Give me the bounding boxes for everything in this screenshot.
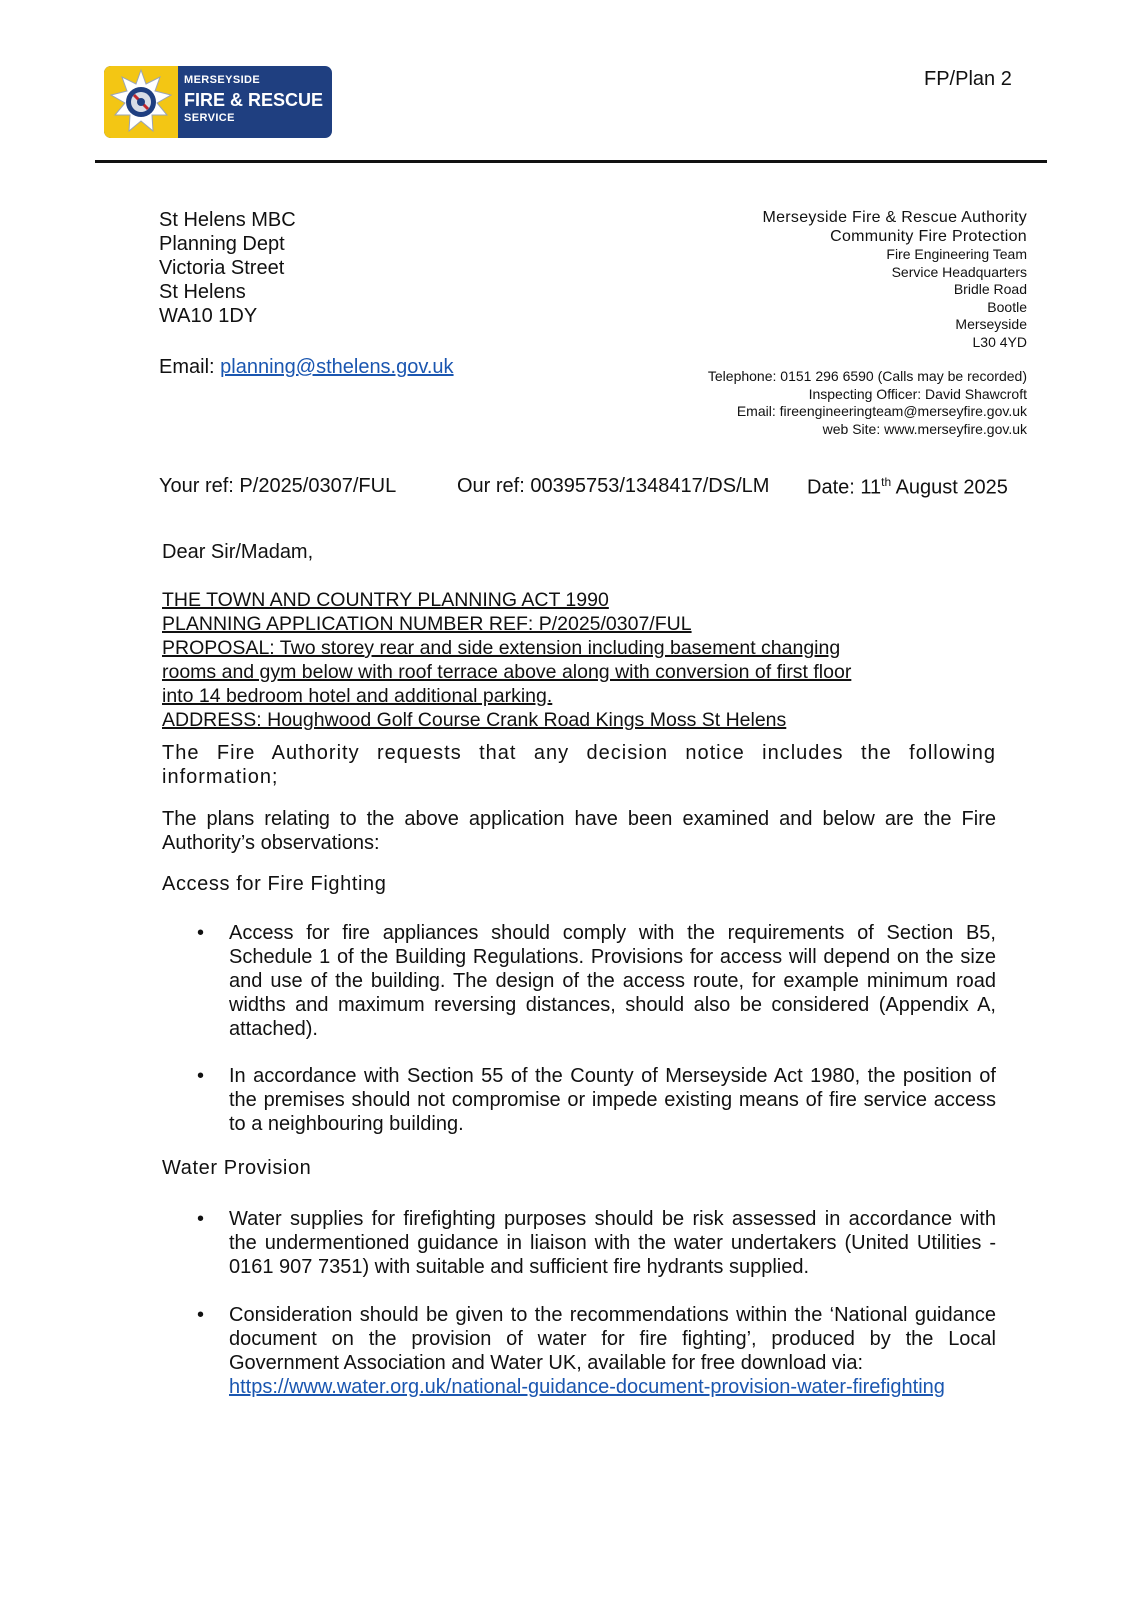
date-suffix-sup: th [881, 475, 892, 489]
sender-authority: Merseyside Fire & Rescue Authority [762, 209, 1027, 226]
bullet-marker: • [197, 1065, 205, 1087]
sender-line: Merseyside [955, 316, 1027, 332]
observations-paragraph: The plans relating to the above application have been examined and below are the Fire Authority’s observations: [162, 808, 996, 854]
recipient-email-link[interactable]: planning@sthelens.gov.uk [220, 356, 454, 378]
sender-line: L30 4YD [972, 333, 1027, 350]
logo [104, 66, 332, 138]
salutation: Dear Sir/Madam, [162, 541, 314, 563]
sender-contact [708, 368, 1027, 438]
recipient-line: Victoria Street [159, 257, 285, 279]
recipient-line: Planning Dept [159, 233, 285, 255]
letter-date [807, 475, 1008, 500]
subject-proposal-line: PROPOSAL: Two storey rear and side extension including basement changing [162, 637, 841, 659]
section-heading-water: Water Provision [162, 1157, 312, 1179]
sender-website: web Site: www.merseyfire.gov.uk [822, 420, 1027, 437]
sender-officer: Inspecting Officer: David Shawcroft [808, 385, 1027, 402]
sender-line: Service Headquarters [891, 263, 1027, 280]
guidance-download-link[interactable]: https://www.water.org.uk/national-guidance-document-provision-water-firefighting [229, 1376, 945, 1398]
logo-line-1: MERSEYSIDE [184, 74, 261, 86]
bullet-text: Consideration should be given to the recommendations within the ‘National guidance document on the provision of water for fire fighting’, produced by the Local Government Association and Water UK, available for free download via: [229, 1304, 996, 1374]
subject-address: ADDRESS: Houghwood Golf Course Crank Road Kings Moss St Helens [162, 709, 787, 731]
subject-proposal-line: into 14 bedroom hotel and additional parking. [162, 685, 553, 707]
subject-act: THE TOWN AND COUNTRY PLANNING ACT 1990 [162, 589, 609, 611]
your-ref: Your ref: P/2025/0307/FUL [159, 475, 397, 497]
bullet-text-with-link [229, 1303, 996, 1399]
subject-application: PLANNING APPLICATION NUMBER REF: P/2025/0307/FUL [162, 613, 692, 635]
section-heading-access: Access for Fire Fighting [162, 873, 387, 895]
subject-block [162, 588, 992, 732]
recipient-email-label: Email: [159, 356, 215, 378]
date-month-year: August 2025 [891, 476, 1008, 499]
logo-line-3: SERVICE [184, 112, 235, 124]
recipient-address [159, 208, 296, 328]
bullet-marker: • [197, 922, 205, 944]
header-divider [95, 160, 1047, 163]
sender-line: Fire Engineering Team [886, 246, 1027, 262]
sender-telephone: Telephone: 0151 296 6590 (Calls may be recorded) [707, 368, 1027, 384]
bullet-text: In accordance with Section 55 of the County of Merseyside Act 1980, the position of the premises should not compromise or impede existing means of fire service access to a neighbouring building. [229, 1065, 996, 1135]
bullet-text: Access for fire appliances should comply with the requirements of Section B5, Schedule 1 of the Building Regulations. Provisions for access will depend on the size and use of the building. The design of the access route, for example minimum road widths and maximum reversing distances, should also be considered (Appendix A, attached). [229, 922, 996, 1040]
sender-address [762, 208, 1027, 351]
sender-department: Community Fire Protection [830, 228, 1027, 245]
logo-wordmark [184, 75, 323, 124]
fire-service-badge-icon [108, 69, 174, 135]
bullet-marker: • [197, 1208, 205, 1230]
sender-email: Email: fireengineeringteam@merseyfire.gov.uk [736, 403, 1027, 419]
bullet-marker: • [197, 1304, 205, 1326]
sender-line: Bootle [987, 298, 1027, 315]
sender-line: Bridle Road [953, 281, 1027, 297]
intro-paragraph: The Fire Authority requests that any decision notice includes the following information; [162, 742, 996, 788]
date-prefix: Date: 11 [807, 476, 882, 499]
our-ref: Our ref: 00395753/1348417/DS/LM [457, 475, 770, 497]
recipient-line: St Helens MBC [159, 209, 296, 231]
bullet-text: Water supplies for firefighting purposes should be risk assessed in accordance with the undermentioned guidance in liaison with the water undertakers (United Utilities - 0161 907 7351) with suitable and sufficient fire hydrants supplied. [229, 1208, 996, 1278]
logo-line-2: FIRE & RESCUE [184, 90, 324, 110]
recipient-line: St Helens [159, 281, 246, 303]
document-reference: FP/Plan 2 [924, 68, 1012, 90]
logo-emblem-background [104, 66, 178, 138]
subject-proposal-line: rooms and gym below with roof terrace above along with conversion of first floor [162, 661, 852, 683]
recipient-email [159, 356, 454, 379]
recipient-line: WA10 1DY [159, 305, 258, 327]
